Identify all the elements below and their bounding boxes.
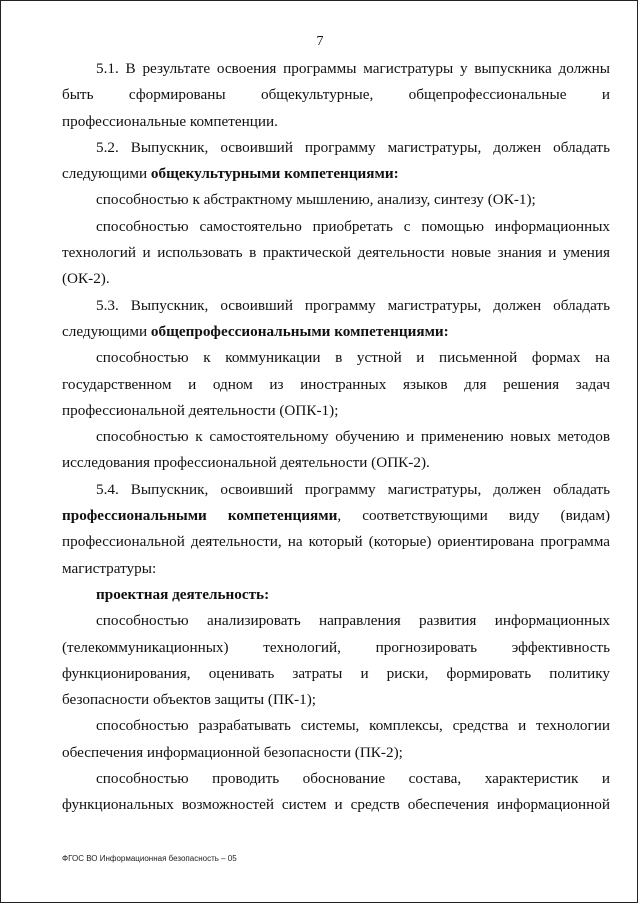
competency-opk-2: способностью к самостоятельному обучению и применению новых методов исследования профессиональной деятельности (ОПК-2). bbox=[62, 428, 610, 472]
section-heading-project-activity bbox=[62, 582, 610, 608]
competency-opk-1: способностью к коммуникации в устной и письменной формах на государственном и одном из иностранных языков для решения задач профессиональной деятельности (ОПК-1); bbox=[62, 349, 610, 419]
paragraph-5-4 bbox=[62, 477, 610, 582]
paragraph-5-3 bbox=[62, 293, 610, 346]
competency-pk-2: способностью разрабатывать системы, комплексы, средства и технологии обеспечения информационной безопасности (ПК-2); bbox=[62, 717, 610, 761]
paragraph-5-2 bbox=[62, 135, 610, 188]
paragraph-5-4-text-after: , соответствующими виду (видам) профессиональной деятельности, на который (которые) ориентирована программа магистратуры: bbox=[62, 507, 611, 577]
paragraph-5-4-text-before: 5.4. Выпускник, освоивший программу магистратуры, должен обладать bbox=[96, 480, 610, 498]
section-heading-text: проектная деятельность: bbox=[96, 585, 270, 603]
general-professional-competencies-heading: общепрофессиональными компетенциями: bbox=[150, 322, 449, 340]
page-footer: ФГОС ВО Информационная безопасность – 05 bbox=[62, 854, 237, 863]
competency-pk-3-partial: способностью проводить обоснование состава, характеристик и функциональных возможностей систем и средств обеспечения информационной bbox=[62, 770, 610, 814]
document-body bbox=[62, 56, 610, 819]
general-cultural-competencies-heading: общекультурными компетенциями: bbox=[150, 165, 399, 183]
paragraph-5-1: 5.1. В результате освоения программы магистратуры у выпускника должны быть сформированы общекультурные, общепрофессиональные и профессиональные компетенции. bbox=[62, 60, 610, 130]
competency-ok-2: способностью самостоятельно приобретать с помощью информационных технологий и использовать в практической деятельности новые знания и умения (ОК-2). bbox=[62, 217, 610, 288]
competency-ok-1: способностью к абстрактному мышлению, анализу, синтезу (ОК-1); bbox=[96, 191, 536, 209]
page-number: 7 bbox=[316, 34, 324, 49]
professional-competencies-heading: профессиональными компетенциями bbox=[62, 507, 338, 525]
paragraph-5-2-text: 5.2. Выпускник, освоивший программу магистратуры, должен обладать следующими bbox=[62, 138, 610, 183]
paragraph-5-3-text: 5.3. Выпускник, освоивший программу магистратуры, должен обладать следующими bbox=[62, 296, 610, 340]
competency-pk-1: способностью анализировать направления развития информационных (телекоммуникационных) технологий, прогнозировать эффективность функционирования, оценивать затраты и риски, формировать политику безопасности объектов защиты (ПК-1); bbox=[62, 612, 610, 709]
